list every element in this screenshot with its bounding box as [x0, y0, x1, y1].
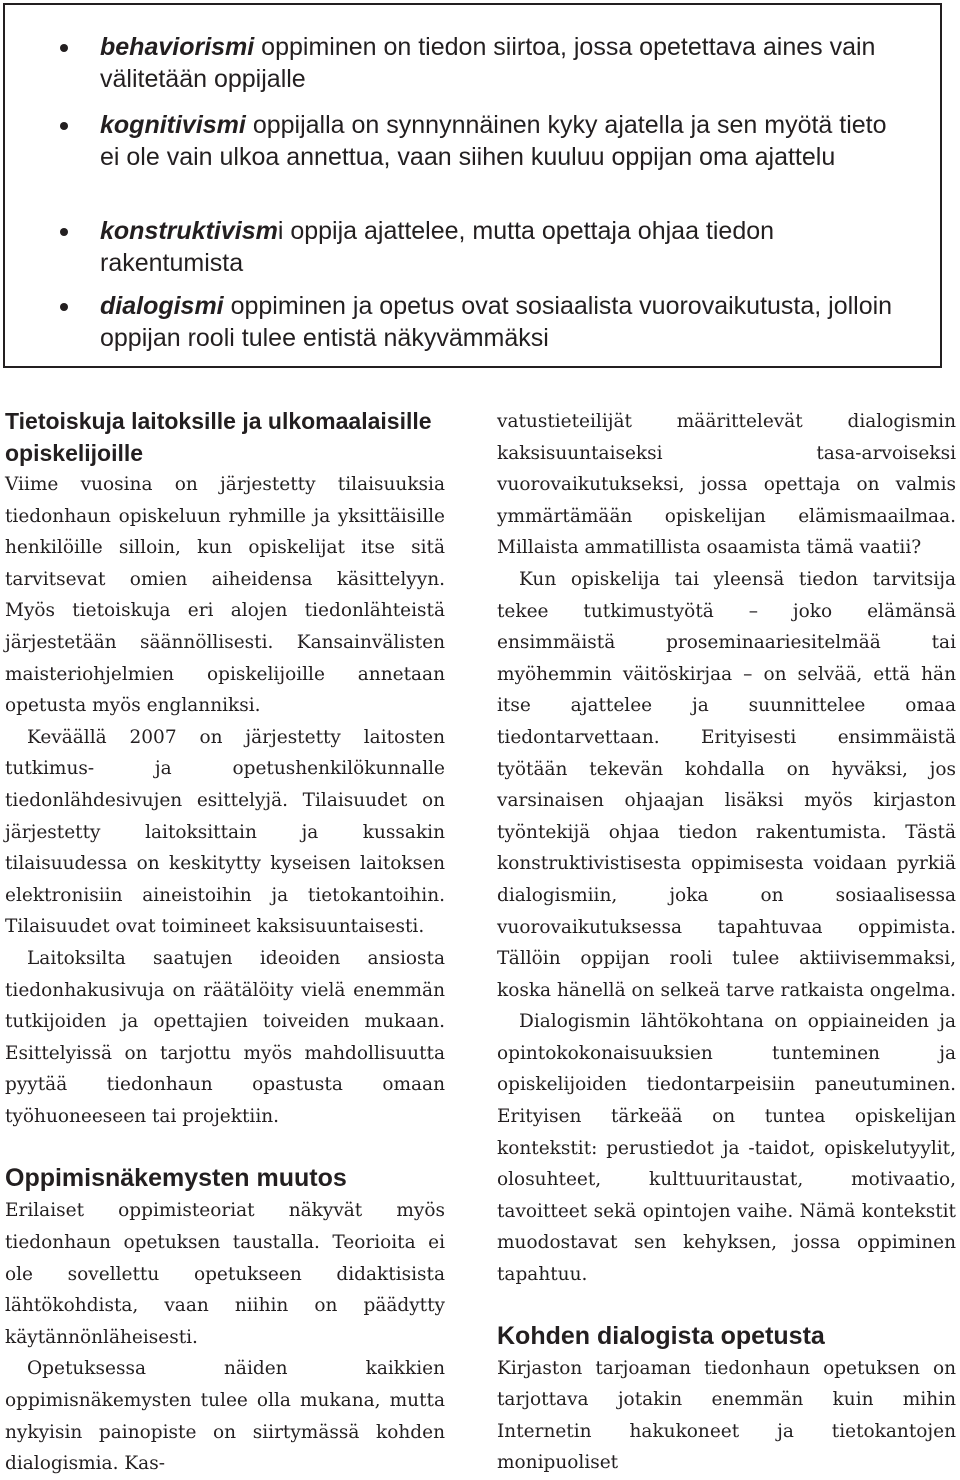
- paragraph: Opetuksessa näiden kaikkien oppimisnäkemysten tulee olla mukana, mutta nykyisin painopiste on siirtymässä kohden dialogismia. Kas-: [5, 1358, 445, 1475]
- paragraph: Dialogismin lähtökohtana on oppiaineiden ja opintokokonaisuuksien tunteminen ja opiskelijoiden tiedontarpeisiin paneutuminen. Erityisen tärkeää on tuntea opiskelijan kontekstit: perustiedot ja -taidot, opiskelutyylit, olosuhteet, kulttuuritaustat, motivaatio, tavoitteet sekä opintojen vaihe. Nämä kontekstit muodostavat sen kehyksen, jossa oppiminen tapahtuu.: [497, 1011, 956, 1286]
- theory-description: oppiminen on tiedon siirtoa, jossa opetettava aines vain välitetään oppijalle: [100, 33, 876, 93]
- theory-description: oppiminen ja opetus ovat sosiaalista vuorovaikutusta, jolloin oppijan rooli tulee entistä näkyvämmäksi: [100, 292, 893, 352]
- paragraph: Kun opiskelija tai yleensä tiedon tarvitsija tekee tutkimustyötä – joko elämänsä ensimmäistä proseminaariesitelmää tai myöhemmin väitöskirjaa – on selvää, että hän itse ajattelee ja suunnittelee omaa tiedontarvettaan. Erityisesti ensimmäistä työtään tekevän kohdalla on hyväksi, jos varsinaisen ohjaajan lisäksi myös kirjaston työntekijä ohjaa tiedon rakentumista. Tästä konstruktivistisesta oppimisesta voidaan pyrkiä dialogismiin, joka on sosiaalisessa vuorovaikutuksessa tapahtuvaa oppimista. Tällöin oppijan rooli tulee aktiivisemmaksi, koska hänellä on selkeä tarve ratkaista ongelma.: [497, 568, 956, 1001]
- section-heading: Kohden dialogista opetusta: [497, 1321, 825, 1350]
- theory-term: dialogismi: [100, 292, 224, 320]
- list-item: [100, 290, 910, 354]
- section-heading: Oppimisnäkemysten muutos: [5, 1164, 347, 1193]
- bullet-icon: [60, 44, 68, 52]
- theory-term: konstruktivism: [100, 217, 278, 245]
- left-column: [5, 406, 445, 1480]
- theory-description: oppijalla on synnynnäinen kyky ajatella ja sen myötä tieto ei ole vain ulkoa annettua, vaan siihen kuuluu oppijan oma ajattelu: [100, 111, 887, 171]
- list-item: [100, 109, 910, 173]
- paragraph: vatustieteilijät määrittelevät dialogismin kaksisuuntaiseksi tasa-arvoiseksi vuorovaikutukseksi, jossa opettaja on valmis ymmärtämään opiskelijan elämismaailmaa. Millaista ammatillista osaamista tämä vaatii?: [497, 411, 956, 559]
- learning-theories-box: [3, 3, 942, 368]
- paragraph: Viime vuosina on järjestetty tilaisuuksia tiedonhaun opiskeluun ryhmille ja yksittäisille henkilöille silloin, kun opiskelijat itse sitä tarvitsevat omien aiheidensa käsittelyyn. Myös tietoiskuja eri alojen tiedonlähteistä järjestetään säännöllisesti. Kansainvälisten maisteriohjelmien opiskelijoille annetaan opetusta myös englanniksi.: [5, 474, 445, 717]
- list-item: [100, 215, 910, 279]
- paragraph: Laitoksilta saatujen ideoiden ansiosta tiedonhakusivuja on räätälöity vielä enemmän tutkijoiden ja opettajien toiveiden mukaan. Esittelyissä on tarjottu myös mahdollisuutta pyytää tiedonhaun opastusta omaan työhuoneeseen tai projektiin.: [5, 947, 445, 1127]
- paragraph: Kirjaston tarjoaman tiedonhaun opetuksen on tarjottava jotakin enemmän kuin mihin Internetin hakukoneet ja tietokantojen monipuoliset: [497, 1357, 956, 1474]
- paragraph: Erilaiset oppimisteoriat näkyvät myös tiedonhaun opetuksen taustalla. Teorioita ei ole sovellettu opetukseen didaktisista lähtökohdista, vaan niihin on päädytty käytännönläheisesti.: [5, 1200, 445, 1348]
- theory-term: behaviorismi: [100, 33, 255, 61]
- bullet-icon: [60, 122, 68, 130]
- theory-term: kognitivismi: [100, 111, 246, 139]
- right-column: [497, 406, 956, 1479]
- paragraph: Keväällä 2007 on järjestetty laitosten tutkimus- ja opetushenkilökunnalle tiedonlähdesivujen esittelyjä. Tilaisuudet on järjestetty laitoksittain ja kussakin tilaisuudessa on keskitytty kyseisen laitoksen elektronisiin aineistoihin ja tietokantoihin. Tilaisuudet ovat toimineet kaksisuuntaisesti.: [5, 726, 445, 938]
- list-item: [100, 31, 910, 95]
- bullet-icon: [60, 303, 68, 311]
- bullet-icon: [60, 228, 68, 236]
- section-heading: Tietoiskuja laitoksille ja ulkomaalaisille opiskelijoille: [5, 408, 432, 466]
- theory-description: i oppija ajattelee, mutta opettaja ohjaa tiedon rakentumista: [100, 217, 775, 277]
